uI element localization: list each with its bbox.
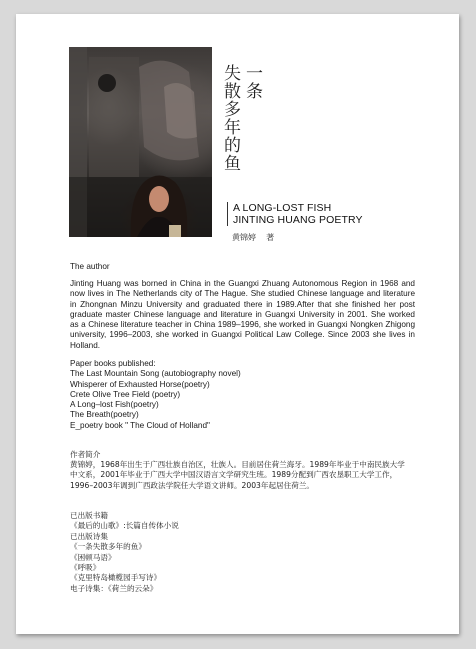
- title-en-line1: A LONG-LOST FISH: [233, 202, 332, 214]
- title-en: [227, 202, 363, 226]
- document-page: [16, 14, 459, 634]
- title-cn-col1: 一条: [242, 64, 262, 100]
- list-item: 《困顿马语》: [70, 552, 116, 562]
- list-item: Paper books published:: [70, 359, 156, 368]
- list-item: A Long–lost Fish(poetry): [70, 400, 159, 410]
- list-item: Crete Olive Tree Field (poetry): [70, 389, 181, 399]
- books-list-cn: [70, 511, 405, 594]
- books-list-en: [70, 359, 415, 431]
- list-item: Whisperer of Exhausted Horse(poetry): [70, 379, 210, 389]
- list-item: 《最后的山歌》:长篇自传体小说: [70, 521, 179, 531]
- list-item: The Breath(poetry): [70, 410, 139, 420]
- title-cn-col2: 失散多年的鱼: [220, 64, 240, 172]
- list-item: The Last Mountain Song (autobiography novel): [70, 369, 241, 379]
- author-name-cn: 黄锦婷 著: [232, 233, 275, 242]
- list-item: 《呼吸》: [70, 563, 101, 573]
- author-bio-en: Jinting Huang was borned in China in the Guangxi Zhuang Autonomous Region in 1968 and now lives in The Netherlands city of The Hague. She studied Chinese language and literature in Zhongnan Minzu University and graduated there in 1989.After that she finished her post graduate master Chinese language and literature in Guangxi University in 2001. She worked as a Chinese literature teacher in China 1989–1996, she worked in Guangxi Nongken Zhigong university, 1996–2003, she worked in Guangxi Political Law College. Since 2003 she lives in Holland.: [70, 279, 415, 350]
- author-heading: The author: [70, 262, 110, 271]
- author-bio-cn: 黄锦婷，1968年出生于广西壮族自治区，壮族人。目前居住荷兰海牙。1989年毕业于中南民族大学中文系，2001年毕业于广西大学中国汉语言文学研究生班。1989分配到广西农垦职工大学工作，1996–2003年调到广西政法学院任大学语文讲师。2003年起居住荷兰。: [70, 460, 405, 490]
- list-item: 《一条失散多年的鱼》: [70, 542, 146, 552]
- list-item: 《克里特岛橄榄园手写诗》: [70, 573, 162, 583]
- title-en-line2: JINTING HUANG POETRY: [233, 214, 363, 226]
- list-item: 已出版书籍: [70, 511, 108, 520]
- list-item: 已出版诗集: [70, 531, 108, 541]
- list-item: 电子诗集：《荷兰的云朵》: [70, 583, 158, 593]
- author-heading-cn: 作者简介: [70, 450, 101, 459]
- author-photo: [69, 47, 212, 237]
- list-item: E_poetry book " The Cloud of Holland": [70, 420, 210, 430]
- photo-image-icon: [69, 47, 212, 237]
